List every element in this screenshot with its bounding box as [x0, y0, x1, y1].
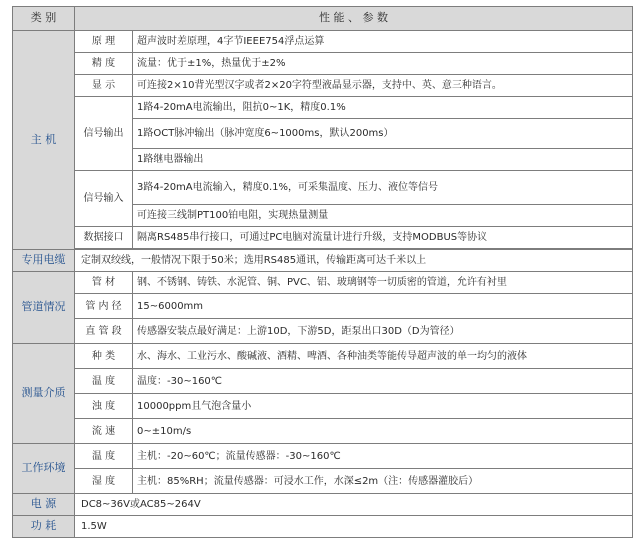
value-pipe-material: 钢、不锈钢、铸铁、水泥管、铜、PVC、铝、玻璃钢等一切质密的管道，允许有衬里 — [133, 272, 633, 294]
value-straight-pipe: 传感器安装点最好满足：上游10D，下游5D，距泵出口30D（D为管径） — [133, 319, 633, 344]
category-header: 类 别 — [13, 7, 75, 31]
value-medium-velocity: 0~±10m/s — [133, 419, 633, 444]
param-principle: 原 理 — [75, 31, 133, 53]
category-consumption: 功 耗 — [13, 516, 75, 538]
table-row — [13, 75, 633, 97]
table-row — [13, 171, 633, 205]
param-medium-type: 种 类 — [75, 344, 133, 369]
table-row — [13, 250, 633, 272]
table-row — [13, 516, 633, 538]
value-pipe-diameter: 15~6000mm — [133, 294, 633, 319]
param-signal-input: 信号输入 — [75, 171, 133, 227]
value-power: DC8~36V或AC85~264V — [75, 494, 633, 516]
param-pipe-diameter: 管 内 径 — [75, 294, 133, 319]
table-row — [13, 394, 633, 419]
table-row — [13, 344, 633, 369]
value-env-humidity: 主机：85%RH；流量传感器：可浸水工作，水深≤2m（注：传感器灌胶后） — [133, 469, 633, 494]
value-data-interface: 隔离RS485串行接口，可通过PC电脑对流量计进行升级，支持MODBUS等协议 — [133, 227, 633, 249]
value-accuracy: 流量：优于±1%，热量优于±2% — [133, 53, 633, 75]
value-signal-input-1: 3路4-20mA电流输入，精度0.1%，可采集温度、压力、液位等信号 — [133, 171, 633, 205]
value-medium-type: 水、海水、工业污水、酸碱液、酒精、啤酒、各种油类等能传导超声波的单一均匀的液体 — [133, 344, 633, 369]
table-row — [13, 369, 633, 394]
table-row — [13, 227, 633, 249]
table-row — [13, 419, 633, 444]
param-data-interface: 数据接口 — [75, 227, 133, 249]
param-env-temp: 温 度 — [75, 444, 133, 469]
value-signal-input-2: 可连接三线制PT100铂电阻，实现热量测量 — [133, 205, 633, 227]
param-pipe-material: 管 材 — [75, 272, 133, 294]
param-signal-output: 信号输出 — [75, 97, 133, 171]
category-host: 主 机 — [13, 31, 75, 250]
category-power: 电 源 — [13, 494, 75, 516]
param-medium-velocity: 流 速 — [75, 419, 133, 444]
table-row — [13, 444, 633, 469]
param-medium-temp: 温 度 — [75, 369, 133, 394]
table-row — [13, 294, 633, 319]
table-row — [13, 97, 633, 119]
value-cable: 定制双绞线，一般情况下限于50米；选用RS485通讯，传输距离可达千米以上 — [75, 250, 633, 272]
value-medium-turbidity: 10000ppm且气泡含量小 — [133, 394, 633, 419]
table-row — [13, 494, 633, 516]
param-medium-turbidity: 浊 度 — [75, 394, 133, 419]
param-accuracy: 精 度 — [75, 53, 133, 75]
category-environment: 工作环境 — [13, 444, 75, 494]
value-signal-output-3: 1路继电器输出 — [133, 149, 633, 171]
specs-header: 性 能 、 参 数 — [75, 7, 633, 31]
value-principle: 超声波时差原理，4字节IEEE754浮点运算 — [133, 31, 633, 53]
category-pipe: 管道情况 — [13, 272, 75, 344]
value-medium-temp: 温度：-30~160℃ — [133, 369, 633, 394]
value-env-temp: 主机：-20~60℃；流量传感器：-30~160℃ — [133, 444, 633, 469]
category-medium: 测量介质 — [13, 344, 75, 444]
table-row — [13, 272, 633, 294]
table-row — [13, 53, 633, 75]
param-display: 显 示 — [75, 75, 133, 97]
value-consumption: 1.5W — [75, 516, 633, 538]
param-straight-pipe: 直 管 段 — [75, 319, 133, 344]
spec-table — [12, 6, 633, 538]
table-row — [13, 319, 633, 344]
param-env-humidity: 湿 度 — [75, 469, 133, 494]
table-header-row — [13, 7, 633, 31]
table-row — [13, 31, 633, 53]
value-display: 可连接2×10背光型汉字或者2×20字符型液晶显示器，支持中、英、意三种语言。 — [133, 75, 633, 97]
category-cable: 专用电缆 — [13, 250, 75, 272]
value-signal-output-1: 1路4-20mA电流输出，阻抗0~1K，精度0.1% — [133, 97, 633, 119]
value-signal-output-2: 1路OCT脉冲输出（脉冲宽度6~1000ms，默认200ms） — [133, 119, 633, 149]
table-row — [13, 469, 633, 494]
